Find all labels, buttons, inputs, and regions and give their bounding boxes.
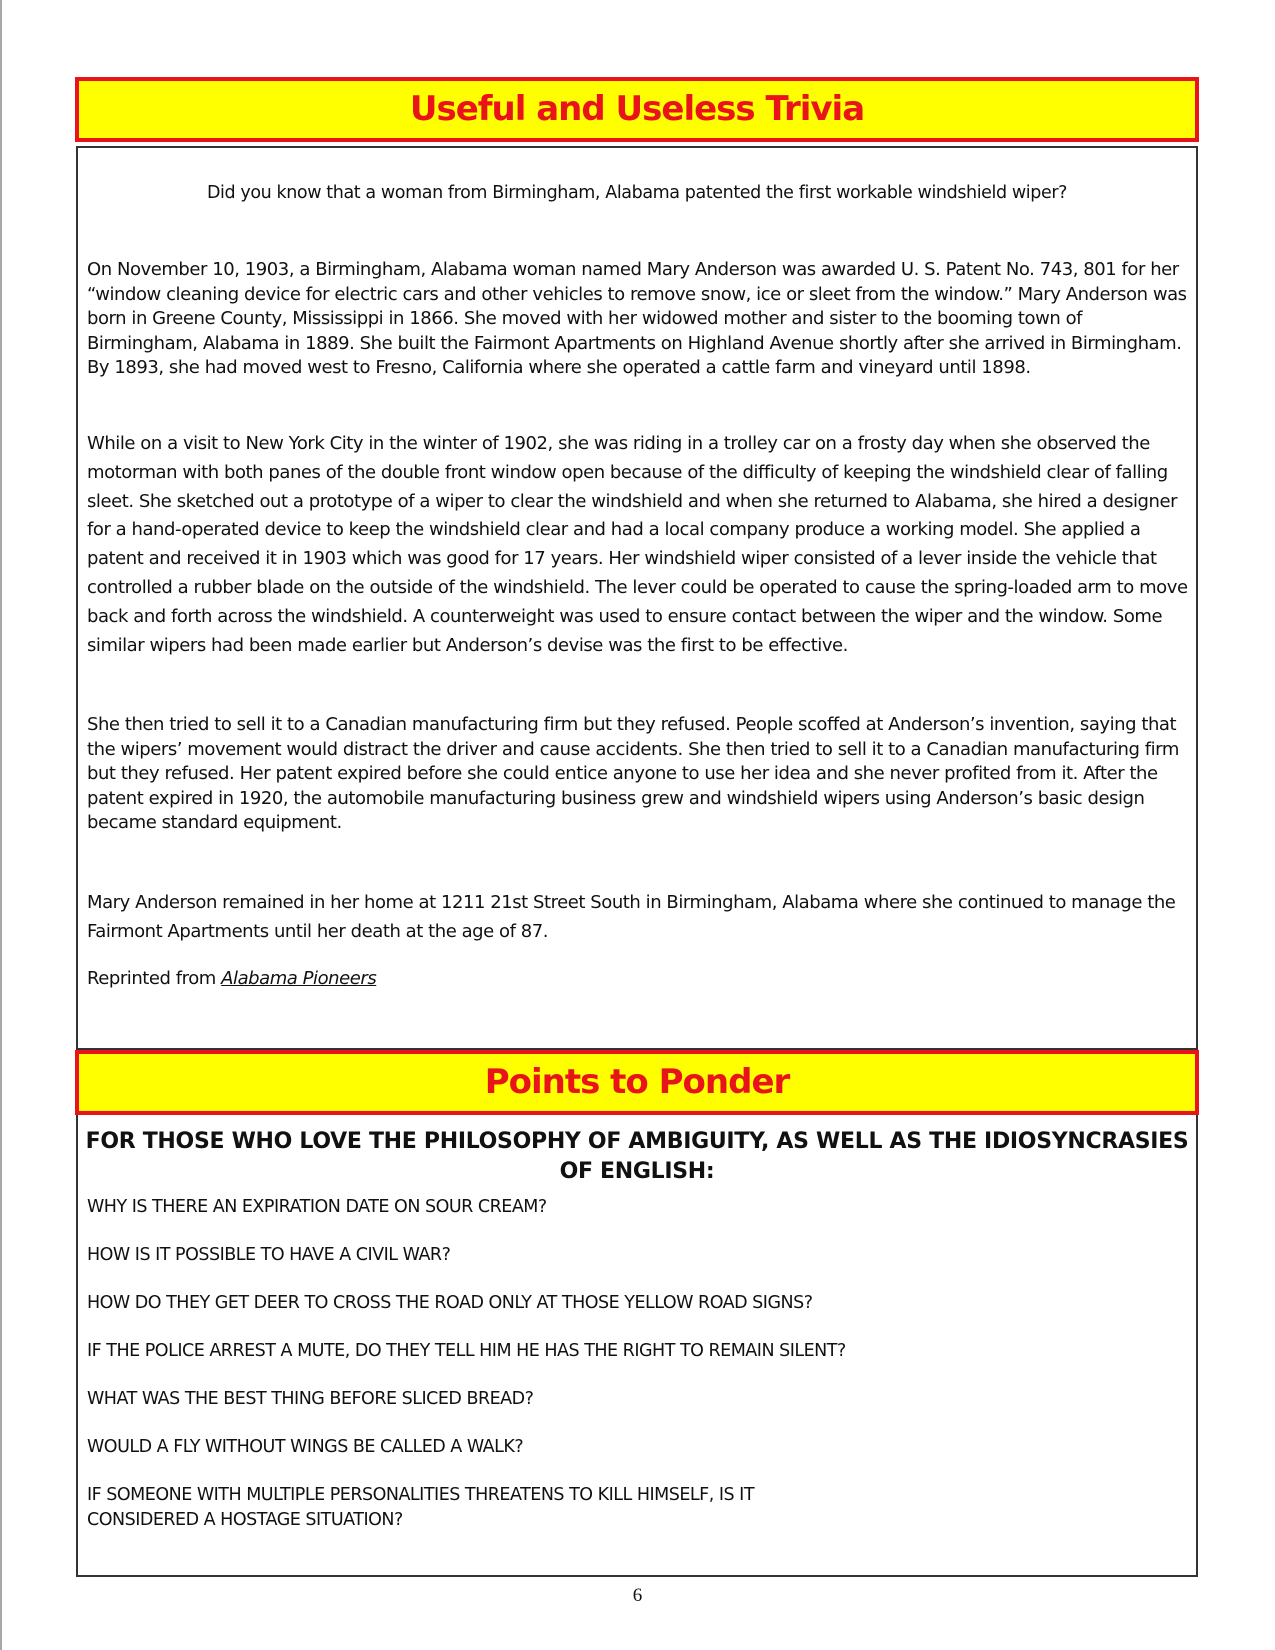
ponder-question: WHY IS THERE AN EXPIRATION DATE ON SOUR CREAM? [87, 1197, 547, 1217]
trivia-title-banner [75, 77, 1199, 142]
ponder-question: WHAT WAS THE BEST THING BEFORE SLICED BREAD? [87, 1389, 534, 1409]
ponder-question: HOW DO THEY GET DEER TO CROSS THE ROAD ONLY AT THOSE YELLOW ROAD SIGNS? [87, 1293, 813, 1313]
trivia-paragraph: On November 10, 1903, a Birmingham, Alabama woman named Mary Anderson was awarded U. S. Patent No. 743, 801 for her “window cleaning device for electric cars and other vehicles to remove snow, ice or sleet from the window.” Mary Anderson was born in Greene County, Mississippi in 1866. She moved with her widowed mother and sister to the booming town of Birmingham, Alabama in 1889. She built the Fairmont Apartments on Highland Avenue shortly after she arrived in Birmingham. By 1893, she had moved west to Fresno, California where she operated a cattle farm and vineyard until 1898. [87, 259, 1187, 379]
source-credit [87, 968, 1188, 989]
trivia-paragraph: Mary Anderson remained in her home at 1211 21st Street South in Birmingham, Alabama where she continued to manage the Fairmont Apartments until her death at the age of 87. [87, 892, 1176, 942]
ponder-question: WOULD A FLY WITHOUT WINGS BE CALLED A WALK? [87, 1437, 524, 1457]
ponder-heading: FOR THOSE WHO LOVE THE PHILOSOPHY OF AMBIGUITY, AS WELL AS THE IDIOSYNCRASIES OF ENGLISH: [85, 1129, 1189, 1184]
ponder-title: Points to Ponder [484, 1062, 790, 1102]
trivia-intro: Did you know that a woman from Birmingham, Alabama patented the first workable windshield wiper? [206, 183, 1068, 203]
ponder-title-banner [75, 1050, 1199, 1115]
ponder-question: IF THE POLICE ARREST A MUTE, DO THEY TELL HIM HE HAS THE RIGHT TO REMAIN SILENT? [87, 1341, 846, 1361]
page-edge [0, 0, 2, 1650]
ponder-question: IF SOMEONE WITH MULTIPLE PERSONALITIES THREATENS TO KILL HIMSELF, IS IT CONSIDERED A HOSTAGE SITUATION? [87, 1485, 755, 1530]
trivia-paragraph: While on a visit to New York City in the winter of 1902, she was riding in a trolley car on a frosty day when she observed the motorman with both panes of the double front window open because of the difficulty of keeping the windshield clear of falling sleet. She sketched out a prototype of a wiper to clear the windshield and when she returned to Alabama, she hired a designer for a hand-operated device to keep the windshield clear and had a local company produce a working model. She applied a patent and received it in 1903 which was good for 17 years. Her windshield wiper consisted of a lever inside the vehicle that controlled a rubber blade on the outside of the windshield. The lever could be operated to cause the spring-loaded arm to move back and forth across the windshield. A counterweight was used to ensure contact between the wiper and the window. Some similar wipers had been made earlier but Anderson’s devise was the first to be effective. [87, 433, 1188, 656]
trivia-paragraph: She then tried to sell it to a Canadian manufacturing firm but they refused. People scoffed at Anderson’s invention, saying that the wipers’ movement would distract the driver and cause accidents. She then tried to sell it to a Canadian manufacturing firm but they refused. Her patent expired before she could entice anyone to use her idea and she never profited from it. After the patent expired in 1920, the automobile manufacturing business grew and windshield wipers using Anderson’s basic design became standard equipment. [87, 714, 1179, 834]
ponder-section [76, 1115, 1198, 1577]
ponder-question: HOW IS IT POSSIBLE TO HAVE A CIVIL WAR? [87, 1245, 451, 1265]
source-prefix: Reprinted from [87, 968, 222, 989]
trivia-title: Useful and Useless Trivia [409, 89, 865, 129]
source-link[interactable]: Alabama Pioneers [221, 968, 377, 989]
page-number: 6 [632, 1585, 643, 1606]
trivia-section [76, 146, 1198, 1050]
